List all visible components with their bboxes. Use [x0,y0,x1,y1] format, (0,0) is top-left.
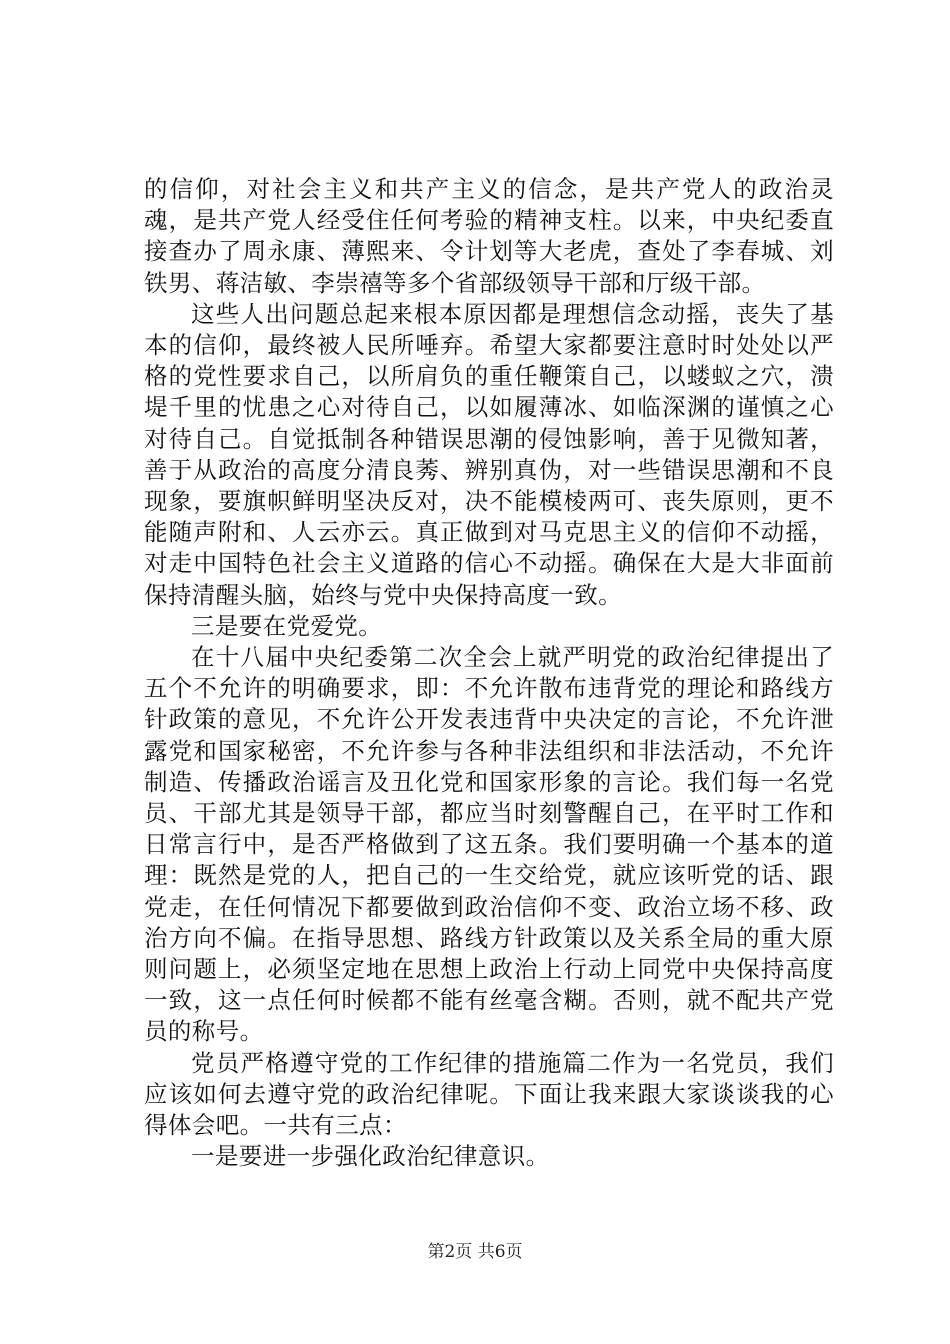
paragraph-4: 在十八届中央纪委第二次全会上就严明党的政治纪律提出了五个不允许的明确要求，即：不允许散布违背党的理论和路线方针政策的意见，不允许公开发表违背中央决定的言论，不允许泄露党和国家秘密，不允许参与各种非法组织和非法活动，不允许制造、传播政治谣言及丑化党和国家形象的言论。我们每一名党员、干部尤其是领导干部，都应当时刻警醒自己，在平时工作和日常言行中，是否严格做到了这五条。我们要明确一个基本的道理：既然是党的人，把自己的一生交给党，就应该听党的话、跟党走，在任何情况下都要做到政治信仰不变、政治立场不移、政治方向不偏。在指导思想、路线方针政策以及关系全局的重大原则问题上，必须坚定地在思想上政治上行动上同党中央保持高度一致，这一点任何时候都不能有丝毫含糊。否则，就不配共产党员的称号。 [144,643,834,1046]
paragraph-5: 党员严格遵守党的工作纪律的措施篇二作为一名党员，我们应该如何去遵守党的政治纪律呢。下面让我来跟大家谈谈我的心得体会吧。一共有三点： [144,1048,834,1140]
document-body [144,174,834,1173]
paragraph-3: 三是要在党爱党。 [191,611,383,640]
paragraph-6: 一是要进一步强化政治纪律意识。 [191,1142,550,1171]
page-footer: 第2页 共6页 [427,1242,523,1262]
paragraph-2: 这些人出问题总起来根本原因都是理想信念动摇，丧失了基本的信仰，最终被人民所唾弃。希望大家都要注意时时处处以严格的党性要求自己，以所肩负的重任鞭策自己，以蝼蚁之穴，溃堤千里的忧患之心对待自己，以如履薄冰、如临深渊的谨慎之心对待自己。自觉抵制各种错误思潮的侵蚀影响，善于见微知著，善于从政治的高度分清良莠、辨别真伪，对一些错误思潮和不良现象，要旗帜鲜明坚决反对，决不能模棱两可、丧失原则，更不能随声附和、人云亦云。真正做到对马克思主义的信仰不动摇，对走中国特色社会主义道路的信心不动摇。确保在大是大非面前保持清醒头脑，始终与党中央保持高度一致。 [144,299,834,609]
paragraph-1: 的信仰，对社会主义和共产主义的信念，是共产党人的政治灵魂，是共产党人经受住任何考验的精神支柱。以来，中央纪委直接查办了周永康、薄熙来、令计划等大老虎，查处了李春城、刘铁男、蒋洁敏、李崇禧等多个省部级领导干部和厅级干部。 [144,175,834,297]
